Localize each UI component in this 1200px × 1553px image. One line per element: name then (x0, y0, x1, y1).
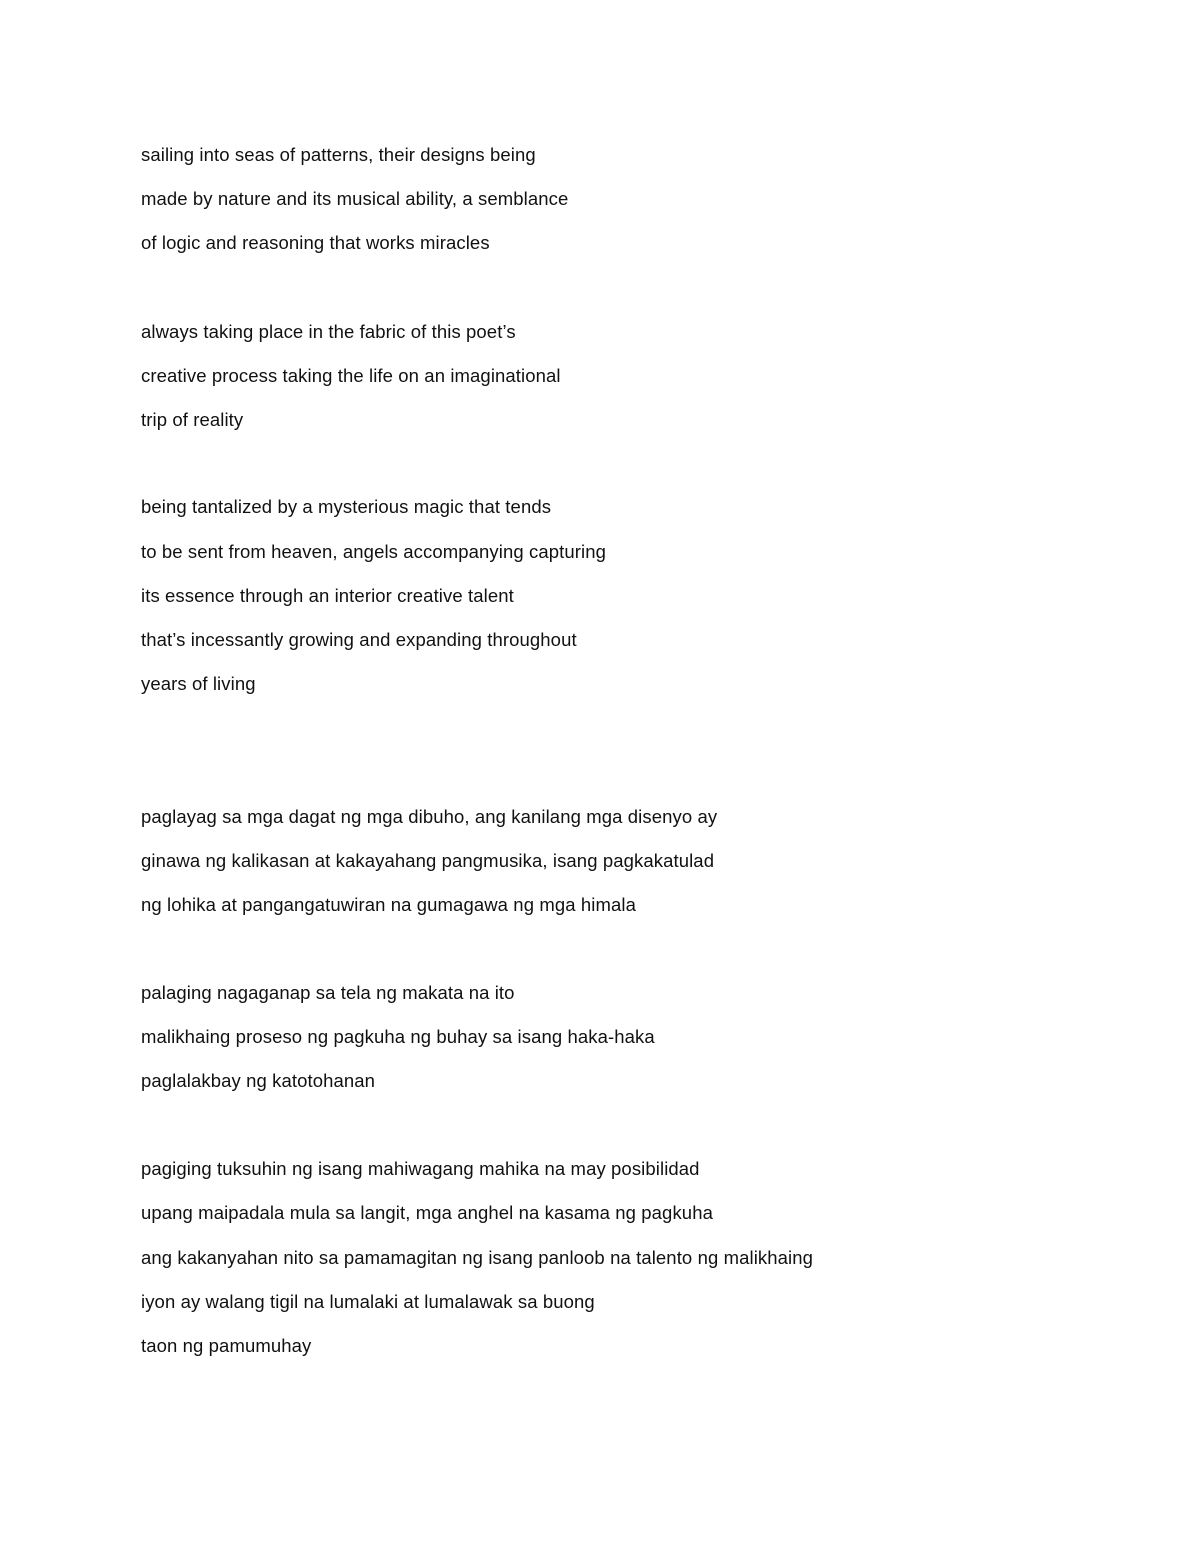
poem-line: to be sent from heaven, angels accompanying capturing (141, 541, 606, 562)
poem-line: iyon ay walang tigil na lumalaki at lumalawak sa buong (141, 1291, 595, 1312)
poem-line: paglalakbay ng katotohanan (141, 1070, 376, 1091)
poem-line: that’s incessantly growing and expanding throughout (141, 629, 577, 650)
poem-line: its essence through an interior creative talent (141, 585, 514, 606)
poem-line: years of living (141, 673, 256, 694)
poem-line: ng lohika at pangangatuwiran na gumagawa ng mga himala (141, 894, 636, 915)
poem-line: ang kakanyahan nito sa pamamagitan ng isang panloob na talento ng malikhaing (141, 1247, 814, 1268)
poem-line: sailing into seas of patterns, their designs being (141, 144, 536, 165)
poem-line: trip of reality (141, 409, 244, 430)
poem-line: malikhaing proseso ng pagkuha ng buhay sa isang haka-haka (141, 1026, 655, 1047)
poem-line: ginawa ng kalikasan at kakayahang pangmusika, isang pagkakatulad (141, 850, 715, 871)
poem-line: pagiging tuksuhin ng isang mahiwagang mahika na may posibilidad (141, 1158, 700, 1179)
poem-line: paglayag sa mga dagat ng mga dibuho, ang kanilang mga disenyo ay (141, 806, 718, 827)
poem-line: being tantalized by a mysterious magic that tends (141, 496, 552, 517)
poem-line: taon ng pamumuhay (141, 1335, 312, 1356)
poem-line: always taking place in the fabric of this poet’s (141, 321, 516, 342)
poem-line: made by nature and its musical ability, a semblance (141, 188, 569, 209)
poem-line: of logic and reasoning that works miracles (141, 232, 490, 253)
poem-line: upang maipadala mula sa langit, mga anghel na kasama ng pagkuha (141, 1202, 713, 1223)
poem-line: palaging nagaganap sa tela ng makata na ito (141, 982, 515, 1003)
poem-line: creative process taking the life on an imaginational (141, 365, 561, 386)
